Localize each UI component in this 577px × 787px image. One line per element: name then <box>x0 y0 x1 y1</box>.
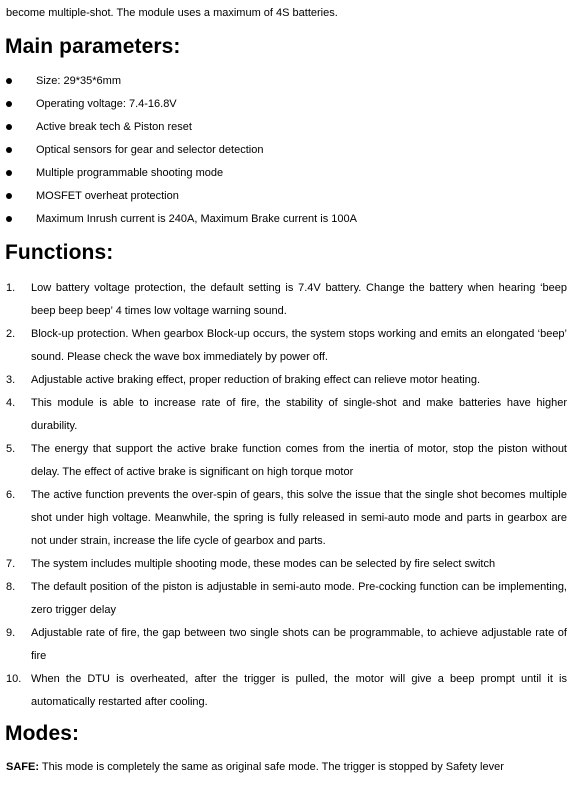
intro-text: become multiple-shot. The module uses a maximum of 4S batteries. <box>6 7 338 19</box>
function-item <box>0 323 577 369</box>
parameter-item <box>0 70 577 93</box>
function-text: When the DTU is overheated, after the trigger is pulled, the motor will give a beep prompt until it is automatically restarted after cooling. <box>31 673 567 708</box>
function-item <box>0 622 577 668</box>
function-text: Adjustable active braking effect, proper reduction of braking effect can relieve motor heating. <box>31 374 481 386</box>
function-item <box>0 277 577 323</box>
safe-mode-label: SAFE: <box>6 761 39 773</box>
function-number: 7. <box>6 558 16 570</box>
parameter-item <box>0 116 577 139</box>
parameter-item <box>0 139 577 162</box>
function-item <box>0 392 577 438</box>
parameter-text: MOSFET overheat protection <box>36 190 179 202</box>
function-text: The energy that support the active brake function comes from the inertia of motor, stop the piston without delay. The effect of active brake is significant on high torque motor <box>31 443 567 478</box>
modes-heading: Modes: <box>5 722 80 745</box>
parameter-text: Operating voltage: 7.4-16.8V <box>36 98 177 110</box>
function-number: 5. <box>6 443 16 455</box>
function-text: This module is able to increase rate of fire, the stability of single-shot and make batteries have higher durability. <box>31 397 567 432</box>
function-number: 1. <box>6 282 16 294</box>
parameter-item <box>0 185 577 208</box>
function-number: 6. <box>6 489 16 501</box>
function-number: 4. <box>6 397 16 409</box>
parameter-text: Active break tech & Piston reset <box>36 121 192 133</box>
function-item <box>0 484 577 553</box>
function-item <box>0 369 577 392</box>
function-item <box>0 438 577 484</box>
function-number: 9. <box>6 627 16 639</box>
function-text: The system includes multiple shooting mode, these modes can be selected by fire select switch <box>31 558 496 570</box>
function-item <box>0 553 577 576</box>
parameter-item <box>0 162 577 185</box>
function-text: Adjustable rate of fire, the gap between two single shots can be programmable, to achieve adjustable rate of fire <box>31 627 567 662</box>
function-text: Low battery voltage protection, the default setting is 7.4V battery. Change the battery when hearing ‘beep beep beep beep’ 4 times low voltage warning sound. <box>31 282 567 317</box>
parameter-text: Size: 29*35*6mm <box>36 75 121 87</box>
function-item <box>0 668 577 714</box>
parameter-text: Multiple programmable shooting mode <box>36 167 224 179</box>
bullet-icon <box>6 78 12 84</box>
parameter-text: Optical sensors for gear and selector detection <box>36 144 264 156</box>
parameters-list <box>0 70 577 231</box>
main-parameters-heading: Main parameters: <box>5 35 181 58</box>
bullet-icon <box>6 124 12 130</box>
parameter-item <box>0 93 577 116</box>
functions-heading: Functions: <box>5 241 114 264</box>
function-text: The default position of the piston is adjustable in semi-auto mode. Pre-cocking function can be implementing, zero trigger delay <box>31 581 567 616</box>
bullet-icon <box>6 193 12 199</box>
bullet-icon <box>6 101 12 107</box>
bullet-icon <box>6 147 12 153</box>
parameter-text: Maximum Inrush current is 240A, Maximum Brake current is 100A <box>36 213 357 225</box>
function-item <box>0 576 577 622</box>
functions-list <box>0 277 577 714</box>
parameter-item <box>0 208 577 231</box>
bullet-icon <box>6 216 12 222</box>
function-number: 2. <box>6 328 16 340</box>
function-number: 10. <box>6 673 22 685</box>
safe-mode-text: This mode is completely the same as original safe mode. The trigger is stopped by Safety lever <box>39 761 504 773</box>
function-text: Block-up protection. When gearbox Block-up occurs, the system stops working and emits an elongated ‘beep’ sound. Please check the wave box immediately by power off. <box>31 328 567 363</box>
function-number: 8. <box>6 581 16 593</box>
safe-mode-line <box>6 757 571 777</box>
function-number: 3. <box>6 374 16 386</box>
bullet-icon <box>6 170 12 176</box>
function-text: The active function prevents the over-spin of gears, this solve the issue that the single shot becomes multiple shot under high voltage. Meanwhile, the spring is fully released in semi-auto mode and parts in gearbox are not under strain, increase the life cycle of gearbox and parts. <box>31 489 567 547</box>
